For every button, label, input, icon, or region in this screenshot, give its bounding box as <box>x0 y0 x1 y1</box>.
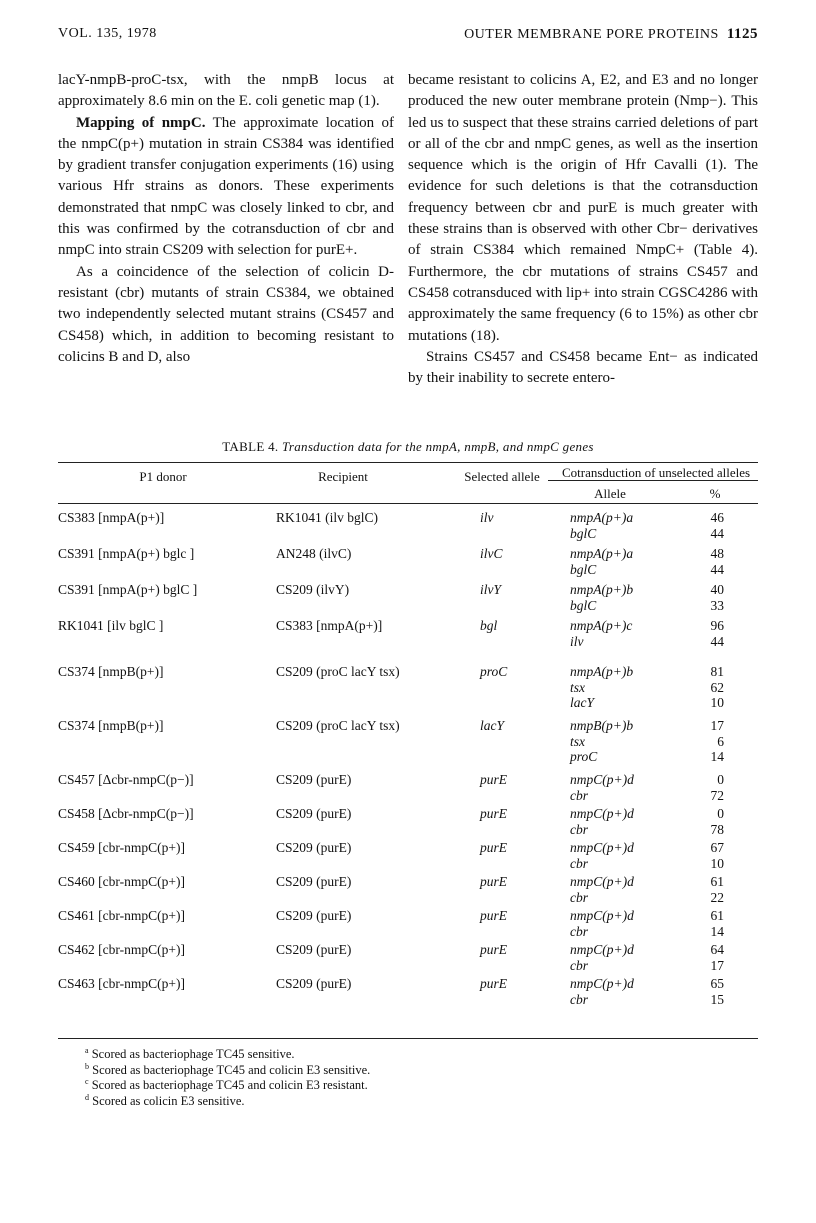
footnote-text: Scored as bacteriophage TC45 and colicin E3 resistant. <box>88 1078 368 1093</box>
selected-allele-cell: purE <box>480 942 507 957</box>
unselected-allele-cell: nmpA(p+)a <box>570 546 634 561</box>
recipient-cell: CS209 (purE) <box>276 874 352 889</box>
footnote-mark: c <box>85 1077 89 1086</box>
section-heading: Mapping of nmpC. <box>76 114 206 131</box>
cotransduction-pct-cell: 72 <box>710 787 724 803</box>
cotransduction-pct-cell: 17 <box>710 718 724 733</box>
left-column <box>58 70 394 368</box>
cotransduction-pct-cell: 64 <box>710 942 724 957</box>
selected-allele-cell: purE <box>480 908 507 923</box>
p1-donor-cell: CS457 [Δcbr-nmpC(p−)] <box>58 772 194 787</box>
page-number: 1125 <box>726 26 758 42</box>
recipient-cell: AN248 (ilvC) <box>276 546 352 561</box>
unselected-allele-cell: cbr <box>570 923 588 939</box>
header-bottom-rule <box>58 503 758 504</box>
table-label: TABLE 4. <box>222 439 279 454</box>
unselected-allele-cell: lacY <box>570 695 595 710</box>
unselected-allele-cell: nmpA(p+)c <box>570 618 633 633</box>
header-cotransduction: Cotransduction of unselected alleles <box>561 465 751 480</box>
unselected-allele-cell: nmpC(p+)d <box>570 874 634 889</box>
cotransduction-pct-cell: 44 <box>710 633 724 649</box>
cotransduction-pct-cell: 65 <box>710 976 724 991</box>
unselected-allele-cell: bglC <box>570 525 597 541</box>
unselected-allele-cell: ilv <box>570 633 584 649</box>
recipient-cell: CS209 (proC lacY tsx) <box>276 664 400 679</box>
p1-donor-cell: CS383 [nmpA(p+)] <box>58 510 165 525</box>
unselected-allele-cell: nmpC(p+)d <box>570 806 634 821</box>
cotransduction-pct-cell: 15 <box>710 991 724 1007</box>
cotransduction-pct-cell: 61 <box>710 908 724 923</box>
selected-allele-cell: proC <box>480 664 508 679</box>
cotransduction-pct-cell: 46 <box>710 510 724 525</box>
cotransduction-pct-cell: 62 <box>710 679 724 695</box>
p1-donor-cell: CS458 [Δcbr-nmpC(p−)] <box>58 806 194 821</box>
unselected-allele-cell: nmpC(p+)d <box>570 772 634 787</box>
footnote-mark: b <box>85 1061 89 1071</box>
footnote-text: Scored as bacteriophage TC45 and colicin E3 sensitive. <box>89 1062 371 1077</box>
table-title: Transduction data for the nmpA, nmpB, and nmpC genes <box>282 439 594 454</box>
selected-allele-cell: bgl <box>480 618 498 633</box>
unselected-allele-cell: tsx <box>570 733 585 749</box>
footnote-text: Scored as colicin E3 sensitive. <box>89 1093 245 1108</box>
cotransduction-pct-cell: 14 <box>710 923 724 939</box>
volume-info: VOL. 135, 1978 <box>58 26 157 41</box>
p1-donor-cell: CS374 [nmpB(p+)] <box>58 718 164 733</box>
unselected-allele-cell: bglC <box>570 597 597 613</box>
p1-donor-cell: CS391 [nmpA(p+) bglc ] <box>58 546 195 561</box>
p1-donor-cell: CS463 [cbr-nmpC(p+)] <box>58 976 185 991</box>
header-donor: P1 donor <box>139 469 187 484</box>
p1-donor-cell: CS391 [nmpA(p+) bglC ] <box>58 582 198 597</box>
cotransduction-pct-cell: 14 <box>710 749 724 764</box>
cotransduction-pct-cell: 67 <box>710 840 724 855</box>
cotransduction-pct-cell: 44 <box>710 525 724 541</box>
cotransduction-pct-cell: 22 <box>710 889 724 905</box>
cotransduction-pct-cell: 78 <box>710 821 724 837</box>
cotransduction-pct-cell: 33 <box>710 597 724 613</box>
cotransduction-pct-cell: 0 <box>717 772 724 787</box>
unselected-allele-cell: nmpA(p+)a <box>570 510 634 525</box>
paragraph: became resistant to colicins A, E2, and E3 and no longer produced the new outer membrane protein (Nmp−). This led us to suspect that these strains carried deletions of part or all of the cbr and nmpC genes, as well as the insertion sequence which is the origin of Hfr Cavalli (1). The evidence for such deletions is that the cotransduction frequency between cbr and purE is much greater with these strains than is observed with other Cbr− derivatives of strain CS384 which remained NmpC+ (Table 4). Furthermore, the cbr mutations of strains CS457 and CS458 cotransduced with lip+ into strain CGSC4286 with approximately the same frequency (6 to 15%) as other cbr mutations (18). <box>408 72 758 344</box>
footnote-mark: d <box>85 1092 89 1102</box>
recipient-cell: CS209 (purE) <box>276 806 352 821</box>
unselected-allele-cell: nmpC(p+)d <box>570 908 634 923</box>
recipient-cell: CS209 (ilvY) <box>276 582 350 597</box>
unselected-allele-cell: nmpA(p+)b <box>570 664 634 679</box>
paragraph-text: The approximate location of the nmpC(p+) mutation in strain CS384 was identified by gradient transfer conjugation experiments (16) using various Hfr strains as donors. These experiments demonstrated that nmpC was closely linked to cbr, and this was confirmed by the cotransduction of cbr and nmpC into strain CS209 with selection for purE+. <box>58 114 395 259</box>
unselected-allele-cell: cbr <box>570 889 588 905</box>
paragraph-mapping <box>58 113 394 262</box>
cotransduction-pct-cell: 6 <box>717 733 724 749</box>
cotransduction-pct-cell: 61 <box>710 874 724 889</box>
footnote <box>85 1077 368 1093</box>
selected-allele-cell: purE <box>480 806 507 821</box>
table-top-rule <box>58 462 758 463</box>
recipient-cell: CS209 (purE) <box>276 840 352 855</box>
recipient-cell: RK1041 (ilv bglC) <box>276 510 379 525</box>
unselected-allele-cell: cbr <box>570 991 588 1007</box>
selected-allele-cell: purE <box>480 840 507 855</box>
cotransduction-pct-cell: 81 <box>710 664 724 679</box>
p1-donor-cell: CS459 [cbr-nmpC(p+)] <box>58 840 185 855</box>
unselected-allele-cell: nmpC(p+)d <box>570 840 634 855</box>
header-sub-rule <box>548 480 758 481</box>
paragraph: As a coincidence of the selection of colicin D-resistant (cbr) mutants of strain CS384, we obtained two independently selected mutant strains (CS457 and CS458) which, in addition to becoming resistant to colicins B and D, also <box>58 263 394 365</box>
journal-section-title: OUTER MEMBRANE PORE PROTEINS <box>464 27 719 42</box>
header-allele: Allele <box>594 486 626 501</box>
unselected-allele-cell: tsx <box>570 679 585 695</box>
running-title <box>464 26 758 43</box>
unselected-allele-cell: proC <box>570 749 598 764</box>
unselected-allele-cell: cbr <box>570 855 588 871</box>
p1-donor-cell: RK1041 [ilv bglC ] <box>58 618 164 633</box>
unselected-allele-cell: cbr <box>570 957 588 973</box>
table-caption <box>58 439 758 455</box>
right-column <box>408 70 758 389</box>
unselected-allele-cell: nmpC(p+)d <box>570 976 634 991</box>
header-pct: % <box>709 486 721 501</box>
paragraph: lacY-nmpB-proC-tsx, with the nmpB locus at approximately 8.6 min on the E. coli genetic map (1). <box>58 72 394 110</box>
recipient-cell: CS209 (purE) <box>276 942 352 957</box>
paragraph: Strains CS457 and CS458 became Ent− as indicated by their inability to secrete entero- <box>408 348 758 387</box>
footnote-text: Scored as bacteriophage TC45 sensitive. <box>88 1047 295 1062</box>
unselected-allele-cell: cbr <box>570 787 588 803</box>
footnote-mark: a <box>85 1046 89 1055</box>
selected-allele-cell: ilvC <box>480 546 503 561</box>
cotransduction-pct-cell: 96 <box>710 618 724 633</box>
selected-allele-cell: purE <box>480 772 507 787</box>
unselected-allele-cell: nmpC(p+)d <box>570 942 634 957</box>
selected-allele-cell: purE <box>480 874 507 889</box>
recipient-cell: CS209 (purE) <box>276 976 352 991</box>
unselected-allele-cell: bglC <box>570 561 597 577</box>
unselected-allele-cell: nmpA(p+)b <box>570 582 634 597</box>
cotransduction-pct-cell: 48 <box>710 546 724 561</box>
cotransduction-pct-cell: 10 <box>710 855 724 871</box>
cotransduction-pct-cell: 40 <box>710 582 724 597</box>
cotransduction-pct-cell: 10 <box>710 695 724 710</box>
footnote <box>85 1093 245 1109</box>
p1-donor-cell: CS462 [cbr-nmpC(p+)] <box>58 942 185 957</box>
cotransduction-pct-cell: 17 <box>710 957 724 973</box>
recipient-cell: CS209 (purE) <box>276 908 352 923</box>
unselected-allele-cell: cbr <box>570 821 588 837</box>
table-bottom-rule <box>58 1038 758 1039</box>
cotransduction-pct-cell: 44 <box>710 561 724 577</box>
running-header <box>58 26 758 48</box>
recipient-cell: CS209 (purE) <box>276 772 352 787</box>
selected-allele-cell: ilv <box>480 510 494 525</box>
selected-allele-cell: purE <box>480 976 507 991</box>
p1-donor-cell: CS374 [nmpB(p+)] <box>58 664 164 679</box>
recipient-cell: CS383 [nmpA(p+)] <box>276 618 383 633</box>
header-selected: Selected allele <box>464 469 540 484</box>
footnote <box>85 1062 370 1078</box>
header-recipient: Recipient <box>318 469 368 484</box>
footnote <box>85 1046 295 1062</box>
selected-allele-cell: lacY <box>480 718 505 733</box>
p1-donor-cell: CS461 [cbr-nmpC(p+)] <box>58 908 185 923</box>
cotransduction-pct-cell: 0 <box>717 806 724 821</box>
unselected-allele-cell: nmpB(p+)b <box>570 718 634 733</box>
selected-allele-cell: ilvY <box>480 582 502 597</box>
recipient-cell: CS209 (proC lacY tsx) <box>276 718 400 733</box>
p1-donor-cell: CS460 [cbr-nmpC(p+)] <box>58 874 185 889</box>
